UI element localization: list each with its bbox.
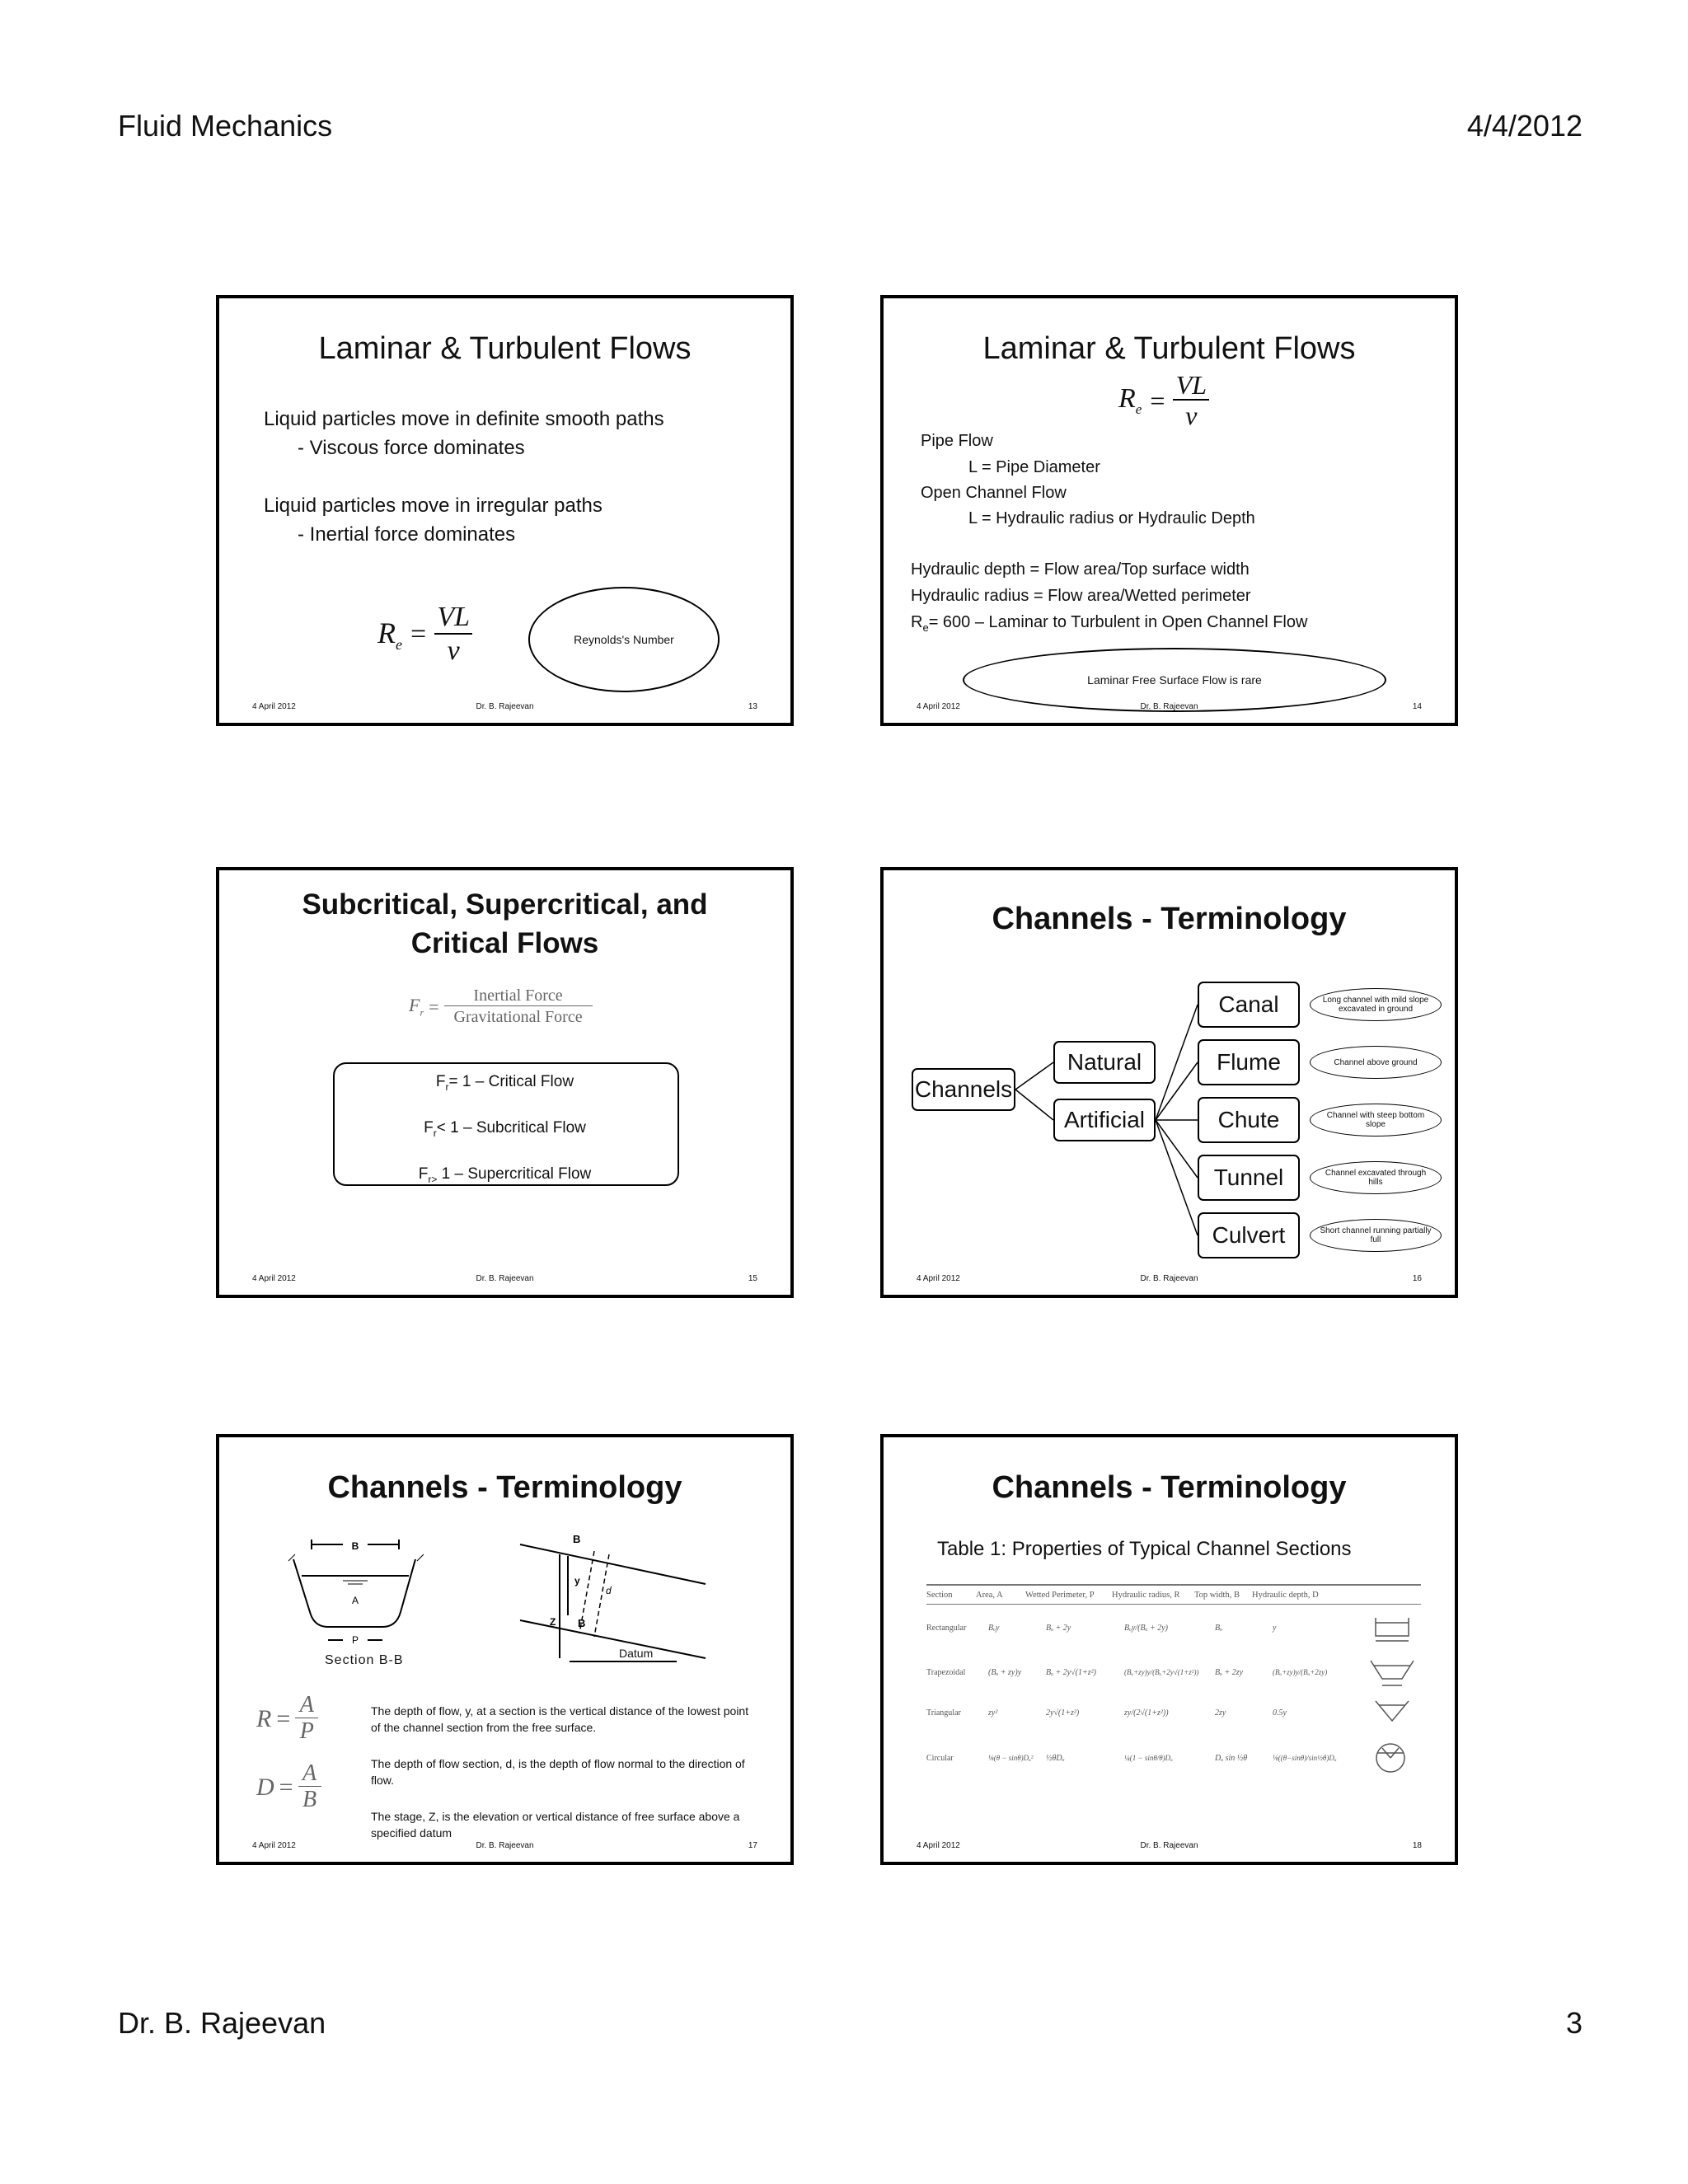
slide-footer-date: 4 April 2012 [917, 702, 960, 711]
table-cell: ⅛((θ−sinθ)/sin½θ)Dₒ [1273, 1754, 1337, 1762]
slide-footer-author: Dr. B. Rajeevan [476, 702, 534, 711]
slide-footer-author: Dr. B. Rajeevan [476, 1841, 534, 1850]
slide-footer-date: 4 April 2012 [917, 1274, 960, 1283]
slide-footer-date: 4 April 2012 [252, 1841, 296, 1850]
table-cell: Triangular [926, 1708, 961, 1718]
slide-number: 16 [1412, 1274, 1422, 1283]
svg-text:B: B [351, 1540, 359, 1552]
slide-footer-author: Dr. B. Rajeevan [476, 1274, 534, 1283]
channel-longitudinal-diagram [512, 1528, 710, 1676]
slide-number: 18 [1412, 1841, 1422, 1850]
table-row [926, 1694, 1421, 1732]
svg-text:d: d [606, 1585, 612, 1596]
slide-footer-date: 4 April 2012 [252, 1274, 296, 1283]
callout-text: Reynolds's Number [574, 633, 674, 646]
datum-label: Datum [619, 1647, 654, 1660]
slide-number: 17 [748, 1841, 757, 1850]
table-cell: Bₒy [988, 1623, 1000, 1633]
flow-regime-line: $F_r= 1$ – Critical Flow [435, 1073, 574, 1093]
note-canal: Long channel with mild slope excavated in ground [1310, 988, 1442, 1021]
froude-numerator: Inertial Force [473, 987, 563, 1005]
note-flume: Channel above ground [1310, 1046, 1442, 1079]
node-channels: Channels [912, 1068, 1015, 1111]
slide-17 [216, 1434, 794, 1865]
note-tunnel: Channel excavated through hills [1310, 1161, 1442, 1194]
reynolds-threshold-line: $R_e= 600$ – Laminar to Turbulent in Open Channel Flow [911, 613, 1308, 634]
table-cell: Bₒ + 2y [1046, 1623, 1071, 1633]
table-cell: Bₒ + 2y√(1+z²) [1046, 1667, 1096, 1677]
rectangular-section-icon [1367, 1611, 1417, 1644]
slide-title: Channels - Terminology [992, 1470, 1347, 1505]
table-header-cell: Hydraulic depth, D [1252, 1591, 1319, 1600]
slide-footer-date: 4 April 2012 [252, 702, 296, 711]
table-cell: (Bₒ+zy)y/(Bₒ+2y√(1+z²)) [1124, 1668, 1199, 1676]
slide-line: - Viscous force dominates [298, 437, 525, 459]
flow-regime-line: $F_r< 1$ – Subcritical Flow [424, 1119, 586, 1139]
table-row [926, 1651, 1421, 1694]
node-culvert: Culvert [1198, 1212, 1300, 1258]
page-header-date: 4/4/2012 [1466, 109, 1582, 143]
slide-13 [216, 295, 794, 726]
svg-text:P: P [351, 1634, 359, 1646]
channel-properties-table [926, 1584, 1421, 1784]
slide-16 [880, 867, 1458, 1298]
trapezoidal-section-icon [1367, 1656, 1417, 1689]
definition-paragraph: The depth of flow, y, at a section is the vertical distance of the lowest point of the channel section from the free surface. [371, 1704, 749, 1734]
table-cell: ¼(1 − sinθ/θ)Dₒ [1124, 1754, 1173, 1762]
slide-line: Hydraulic depth = Flow area/Top surface width [911, 560, 1250, 579]
flow-regime-line: $F_{r>}$ 1 – Supercritical Flow [418, 1165, 592, 1185]
table-header-row [926, 1586, 1421, 1605]
hydraulic-depth-formula: D = A B [256, 1761, 321, 1813]
table-cell: (Bₒ + zy)y [988, 1667, 1022, 1677]
table-cell: Trapezoidal [926, 1667, 966, 1677]
slide-title: Channels - Terminology [327, 1470, 682, 1505]
node-artificial: Artificial [1053, 1099, 1156, 1141]
slide-line: - Inertial force dominates [298, 523, 516, 546]
node-natural: Natural [1053, 1041, 1156, 1084]
table-cell: Circular [926, 1753, 954, 1763]
table-cell: 2y√(1+z²) [1046, 1708, 1080, 1718]
table-cell: (Bₒ+zy)y/(Bₒ+2zy) [1273, 1668, 1328, 1676]
froude-formula: $F_r$ = Inertial Force Gravitational Force [409, 986, 593, 1028]
table-caption: Table 1: Properties of Typical Channel Sections [937, 1538, 1352, 1560]
page-footer-author: Dr. B. Rajeevan [118, 2006, 326, 2040]
slide-18 [880, 1434, 1458, 1865]
page-number: 3 [1565, 2006, 1582, 2040]
svg-text:B: B [578, 1617, 586, 1629]
slide-number: 14 [1412, 702, 1422, 711]
slide-number: 15 [748, 1274, 757, 1283]
node-chute: Chute [1198, 1097, 1300, 1143]
table-cell: Rectangular [926, 1623, 967, 1633]
node-flume: Flume [1198, 1039, 1300, 1085]
table-header-cell: Section [926, 1591, 953, 1600]
reynolds-formula: $R_e$ = VL ν [377, 602, 472, 668]
note-chute: Channel with steep bottom slope [1310, 1104, 1442, 1137]
slide-line: Liquid particles move in irregular paths [264, 494, 603, 517]
table-cell: zy² [988, 1708, 998, 1718]
table-cell: Dₒ sin ½θ [1215, 1753, 1248, 1763]
slide-footer-date: 4 April 2012 [917, 1841, 960, 1850]
slide-line: Open Channel Flow [921, 484, 1067, 502]
channel-cross-section-diagram [277, 1530, 425, 1670]
definition-paragraph: The stage, Z, is the elevation or vertical distance of free surface above a specified datum [371, 1810, 740, 1840]
definition-paragraph: The depth of flow section, d, is the depth of flow normal to the direction of flow. [371, 1757, 745, 1787]
slide-title: Laminar & Turbulent Flows [982, 331, 1356, 366]
slide-title: Laminar & Turbulent Flows [318, 331, 692, 366]
svg-text:Z: Z [550, 1616, 556, 1628]
table-cell: zy/(2√(1+z²)) [1124, 1708, 1169, 1718]
table-cell: y [1273, 1623, 1277, 1633]
slide-14 [880, 295, 1458, 726]
table-header-cell: Hydraulic radius, R [1112, 1591, 1180, 1600]
slide-title: Channels - Terminology [992, 902, 1347, 936]
note-culvert: Short channel running partially full [1310, 1219, 1442, 1252]
slide-line: Liquid particles move in definite smooth paths [264, 408, 664, 430]
slide-line: L = Pipe Diameter [968, 458, 1100, 476]
table-row [926, 1605, 1421, 1651]
table-header-cell: Wetted Perimeter, P [1025, 1591, 1095, 1600]
node-tunnel: Tunnel [1198, 1155, 1300, 1201]
section-label: Section B-B [325, 1653, 404, 1667]
slide-line: Hydraulic radius = Flow area/Wetted perimeter [911, 587, 1251, 605]
slide-15 [216, 867, 794, 1298]
slide-footer-author: Dr. B. Rajeevan [1140, 1841, 1198, 1850]
table-cell: 2zy [1215, 1708, 1226, 1718]
slide-number: 13 [748, 702, 757, 711]
table-header-cell: Area, A [976, 1591, 1003, 1600]
table-cell: 0.5y [1273, 1708, 1287, 1718]
reynolds-number-callout [528, 587, 720, 692]
slide-line: L = Hydraulic radius or Hydraulic Depth [968, 509, 1255, 527]
slide-title: Subcritical, Supercritical, and Critical Flows [302, 888, 708, 959]
triangular-section-icon [1367, 1696, 1417, 1729]
froude-denominator: Gravitational Force [453, 1008, 583, 1026]
node-canal: Canal [1198, 982, 1300, 1028]
reynolds-formula: $R_e$ = VL ν [1118, 371, 1209, 430]
hydraulic-radius-formula: R = A P [256, 1693, 318, 1745]
circular-section-icon [1367, 1738, 1417, 1778]
table-row [926, 1732, 1421, 1784]
svg-text:y: y [574, 1575, 580, 1586]
svg-text:A: A [351, 1595, 359, 1606]
callout-text: Laminar Free Surface Flow is rare [1087, 673, 1262, 687]
svg-text:B: B [573, 1533, 581, 1545]
table-cell: ½θDₒ [1046, 1753, 1065, 1763]
slide-footer-author: Dr. B. Rajeevan [1140, 702, 1198, 711]
table-header-cell: Top width, B [1194, 1591, 1240, 1600]
table-cell: Bₒy/(Bₒ + 2y) [1124, 1623, 1168, 1633]
slide-line: Pipe Flow [921, 432, 993, 450]
table-cell: Bₒ [1215, 1623, 1222, 1633]
page-header-title: Fluid Mechanics [118, 109, 333, 143]
slide-footer-author: Dr. B. Rajeevan [1140, 1274, 1198, 1283]
table-cell: ⅛(θ − sinθ)Dₒ² [988, 1754, 1034, 1762]
table-cell: Bₒ + 2zy [1215, 1667, 1244, 1677]
